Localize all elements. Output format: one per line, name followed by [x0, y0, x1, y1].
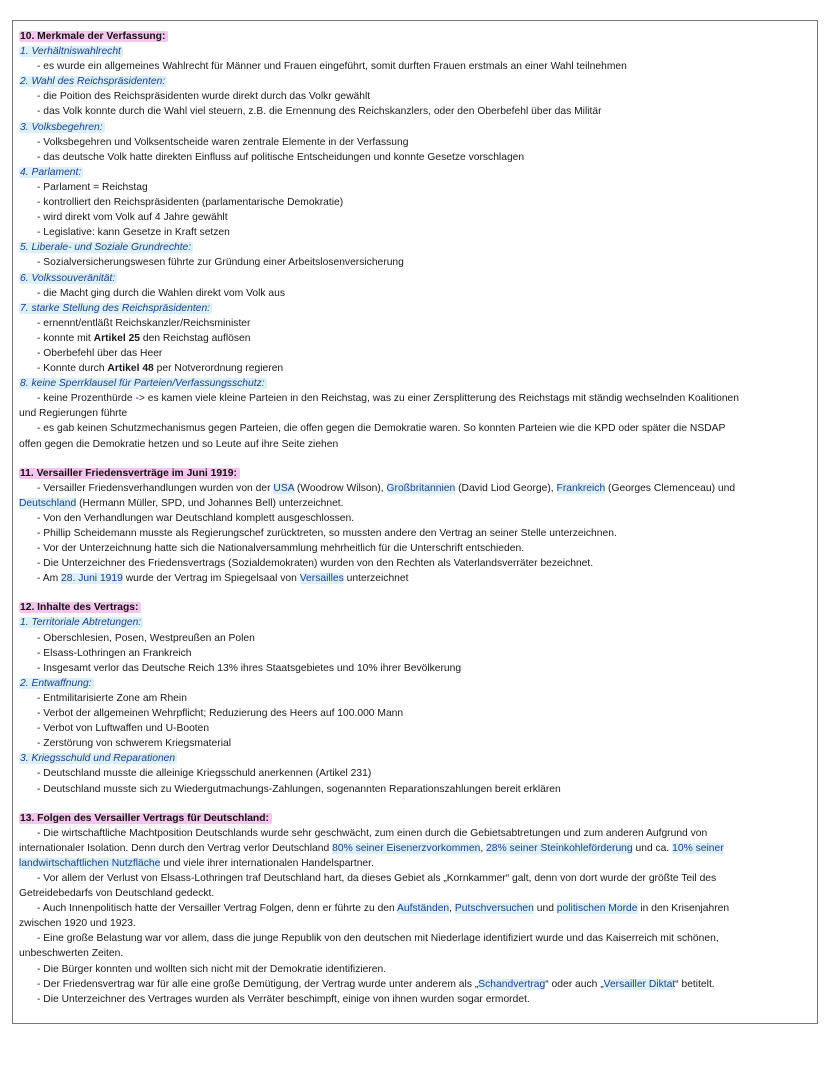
- highlight-putschversuche: Putschversuchen: [454, 903, 534, 915]
- section-12: [19, 600, 803, 796]
- text-part: - Konnte durch: [37, 363, 108, 375]
- list-item: - Die wirtschaftliche Machtposition Deutschlands wurde sehr geschwächt, zum einen durch die Gebietsabtretungen und zum anderen Aufgrund von: [37, 827, 708, 839]
- highlight-versailler-diktat: Versailler Diktat: [603, 978, 676, 990]
- list-item: - wird direkt vom Volk auf 4 Jahre gewählt: [37, 212, 228, 224]
- list-item-continuation: [19, 841, 803, 856]
- highlight-eisenerz: 80% seiner Eisenerzvorkommen: [332, 842, 481, 854]
- subheading-parlament: 4. Parlament:: [20, 166, 82, 178]
- list-item: [19, 901, 803, 916]
- text-part: “ oder auch „: [545, 978, 604, 990]
- list-item: - kontrolliert den Reichspräsidenten (parlamentarische Demokratie): [37, 197, 344, 209]
- text-part: (Woodrow Wilson),: [294, 482, 387, 494]
- list-item: - Parlament = Reichstag: [37, 181, 148, 193]
- text-part: (David Liod George),: [455, 482, 557, 494]
- list-item: - Oberschlesien, Posen, Westpreußen an Polen: [37, 632, 255, 644]
- highlight-nutzflaeche: 10% seiner: [672, 842, 724, 854]
- section-13: [19, 811, 803, 1007]
- section-11-title: 11. Versailler Friedensverträge im Juni 1919:: [19, 468, 240, 479]
- subheading-entwaffnung: 2. Entwaffnung:: [20, 677, 92, 689]
- highlight-steinkohle: 28% seiner Steinkohleförderung: [486, 842, 633, 854]
- list-item-continuation: unbeschwerten Zeiten.: [19, 948, 124, 960]
- list-item-continuation: und Regierungen führte: [19, 408, 128, 420]
- text-part: ,: [480, 842, 487, 854]
- list-item: - ernennt/entläßt Reichskanzler/Reichsminister: [37, 317, 251, 329]
- text-part: - Am: [37, 573, 62, 585]
- section-12-title: 12. Inhalte des Vertrags:: [19, 602, 141, 613]
- subheading-wahl-reichspraesident: 2. Wahl des Reichspräsidenten:: [20, 76, 166, 88]
- subheading-stellung-reichspraesident: 7. starke Stellung des Reichspräsidenten:: [20, 302, 211, 314]
- list-item: - Eine große Belastung war vor allem, dass die junge Republik von den deutschen mit Niederlage identifiziert wurde und das Kaiserreich mit schönen,: [37, 933, 719, 945]
- list-item-continuation: [19, 496, 803, 511]
- list-item: - Sozialversicherungswesen führte zur Gründung einer Arbeitslosenversicherung: [37, 257, 404, 269]
- text-part: den Reichstag auflösen: [140, 332, 251, 344]
- text-part: ,: [449, 903, 455, 915]
- highlight-frankreich: Frankreich: [556, 482, 606, 494]
- list-item: - die Macht ging durch die Wahlen direkt vom Volk aus: [37, 287, 286, 299]
- list-item: [19, 977, 803, 992]
- list-item: [19, 361, 803, 376]
- list-item: - Vor allem der Verlust von Elsass-Lothringen traf Deutschland hart, da dieses Gebiet als „Kornkammer“ galt, denn von dort wurde der größte Teil des: [37, 872, 717, 884]
- list-item: - die Poition des Reichspräsidenten wurde direkt durch das Volkr gewählt: [37, 91, 371, 103]
- text-part: - Der Friedensvertrag war für alle eine große Demütigung, der Vertrag wurde unter anderem als „: [37, 978, 479, 990]
- text-part: per Notverordnung regieren: [153, 363, 284, 375]
- highlight-usa: USA: [273, 482, 295, 494]
- list-item: - Zerstörung von schwerem Kriegsmaterial: [37, 738, 231, 750]
- list-item: - Die Bürger konnten und wollten sich nicht mit der Demokratie identifizieren.: [37, 963, 387, 975]
- list-item: - Insgesamt verlor das Deutsche Reich 13% ihres Staatsgebietes und 10% ihrer Bevölkerung: [37, 662, 462, 674]
- highlight-date: 28. Juni 1919: [61, 573, 123, 585]
- section-10-title: 10. Merkmale der Verfassung:: [19, 31, 168, 42]
- text-part: wurde der Vertrag im Spiegelsaal von: [122, 573, 300, 585]
- document-content: [19, 29, 803, 1007]
- highlight-nutzflaeche: landwirtschaftlichen Nutzfläche: [19, 857, 161, 869]
- highlight-politische-morde: politischen Morde: [556, 903, 638, 915]
- highlight-grossbritannien: Großbritannien: [386, 482, 456, 494]
- highlight-schandvertrag: Schandvertrag: [478, 978, 546, 990]
- subheading-grundrechte: 5. Liberale- und Soziale Grundrechte:: [20, 242, 192, 254]
- list-item: - Volksbegehren und Volksentscheide waren zentrale Elemente in der Verfassung: [37, 136, 409, 148]
- highlight-deutschland: Deutschland: [19, 497, 77, 509]
- text-part: (Georges Clemenceau) und: [605, 482, 736, 494]
- list-item: - es gab keinen Schutzmechanismus gegen Parteien, die offen gegen die Demokratie waren. So konnten Parteien wie die KPD oder später die NSDAP: [37, 423, 726, 435]
- subheading-verhaeltniswahlrecht: 1. Verhältniswahlrecht: [20, 46, 121, 58]
- list-item-continuation: offen gegen die Demokratie hetzen und so Leute auf ihre Seite ziehen: [19, 438, 339, 450]
- text-part: internationaler Isolation. Denn durch den Vertrag verlor Deutschland: [19, 842, 333, 854]
- bold-artikel-48: Artikel 48: [107, 363, 154, 375]
- subheading-volksbegehren: 3. Volksbegehren:: [20, 121, 103, 133]
- text-part: - konnte mit: [37, 332, 94, 344]
- text-part: in den Krisenjahren: [637, 903, 730, 915]
- list-item-continuation: [19, 856, 803, 871]
- list-item: - Deutschland musste sich zu Wiedergutmachungs-Zahlungen, sogenannten Reparationszahlungen bereit erklären: [37, 783, 561, 795]
- list-item: [19, 331, 803, 346]
- text-part: - Versailler Friedensverhandlungen wurden von der: [37, 482, 274, 494]
- list-item: - Legislative: kann Gesetze in Kraft setzen: [37, 227, 230, 239]
- list-item-continuation: zwischen 1920 und 1923.: [19, 918, 136, 930]
- list-item: [19, 481, 803, 496]
- list-item: - Von den Verhandlungen war Deutschland komplett ausgeschlossen.: [37, 512, 355, 524]
- list-item: - das deutsche Volk hatte direkten Einfluss auf politische Entscheidungen und konnte Gesetze vorschlagen: [37, 151, 525, 163]
- list-item: - Vor der Unterzeichnung hatte sich die Nationalversammlung mehrheitlich für die Unterschrift entschieden.: [37, 543, 525, 555]
- text-part: (Hermann Müller, SPD, und Johannes Bell) unterzeichnet.: [76, 497, 344, 509]
- list-item-continuation: Getreidebedarfs von Deutschland gedeckt.: [19, 888, 215, 900]
- list-item: - Die Unterzeichner des Vertrages wurden als Verräter beschimpft, einige von ihnen wurden sogar ermordet.: [37, 993, 530, 1005]
- text-part: - Auch Innenpolitisch hatte der Versailler Vertrag Folgen, denn er führte zu den: [37, 903, 398, 915]
- section-13-title: 13. Folgen des Versailler Vertrags für Deutschland:: [19, 813, 272, 824]
- list-item: - Verbot der allgemeinen Wehrpflicht; Reduzierung des Heers auf 100.000 Mann: [37, 708, 404, 720]
- subheading-territoriale-abtretungen: 1. Territoriale Abtretungen:: [20, 617, 142, 629]
- subheading-volkssouveraenitaet: 6. Volkssouveränität:: [20, 272, 116, 284]
- list-item: - das Volk konnte durch die Wahl viel steuern, z.B. die Ernennung des Reichskanzlers, oder den Oberbefehl über das Militär: [37, 106, 602, 118]
- subheading-sperrklausel: 8. keine Sperrklausel für Parteien/Verfassungsschutz:: [20, 378, 265, 390]
- list-item: [19, 571, 803, 586]
- list-item: - Oberbefehl über das Heer: [37, 347, 163, 359]
- text-part: “ betitelt.: [675, 978, 715, 990]
- section-10: [19, 29, 803, 452]
- subheading-kriegsschuld: 3. Kriegsschuld und Reparationen: [20, 753, 176, 765]
- list-item: - Verbot von Luftwaffen und U-Booten: [37, 723, 210, 735]
- list-item: - Die Unterzeichner des Friedensvertrags (Sozialdemokraten) wurden von den Rechten als Vaterlandsverräter bezeichnet.: [37, 558, 594, 570]
- text-part: und: [533, 903, 557, 915]
- text-part: und ca.: [632, 842, 673, 854]
- highlight-aufstaende: Aufständen: [397, 903, 450, 915]
- list-item: - Deutschland musste die alleinige Kriegsschuld anerkennen (Artikel 231): [37, 768, 372, 780]
- bold-artikel-25: Artikel 25: [93, 332, 141, 344]
- list-item: - Entmilitarisierte Zone am Rhein: [37, 692, 187, 704]
- list-item: - es wurde ein allgemeines Wahlrecht für Männer und Frauen eingeführt, somit durften Frauen erstmals an einer Wahl teilnehmen: [37, 61, 627, 73]
- highlight-versailles: Versailles: [299, 573, 344, 585]
- list-item: - Phillip Scheidemann musste als Regierungschef zurücktreten, so mussten andere den Vertrag an seiner Stelle unterzeichnen.: [37, 528, 617, 539]
- list-item: - Elsass-Lothringen an Frankreich: [37, 647, 192, 659]
- section-11: [19, 466, 803, 587]
- list-item: - keine Prozenthürde -> es kamen viele kleine Parteien in den Reichstag, was zu einer Zersplitterung des Reichstags mit ständig wechselnden Koalitionen: [37, 393, 740, 405]
- text-part: und viele ihrer internationalen Handelspartner.: [160, 857, 374, 869]
- text-part: unterzeichnet: [343, 573, 409, 585]
